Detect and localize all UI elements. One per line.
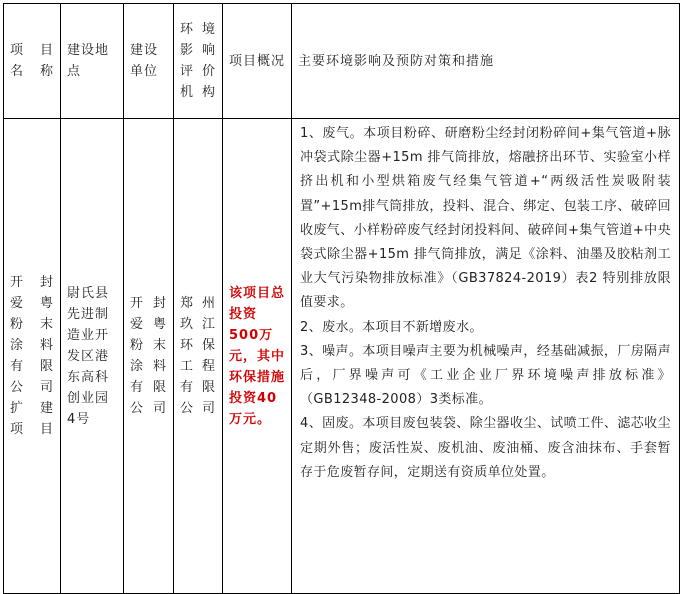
measure-air: 1、废气。本项目粉碎、研磨粉尘经封闭粉碎间+集气管道+脉冲袋式除尘器+15m 排气筒排放，熔融挤出环节、实验室小样挤出机和小型烘箱废气经集气管道+“两级活性炭吸附装置”+15m排气筒排放，投料、混合、绑定、包装工序、破碎回收废气、小样粉碎废气经封闭投料间、破碎间+集气管道+中央袋式除尘器+15m 排气筒排放，满足《涂料、油墨及胶粘剂工业大气污染物排放标准》（GB37824-2019）表2 特别排放限值要求。	[300, 126, 671, 311]
header-summary: 项目概况	[223, 4, 292, 119]
table-row	[4, 119, 680, 594]
header-eia-org: 环 境 影 响 评 价 机构	[174, 4, 223, 119]
header-unit: 建设单位	[124, 4, 174, 119]
header-project-name: 项 目 名称	[4, 4, 61, 119]
project-table	[3, 3, 680, 594]
project-summary: 该项目总投资500万元，其中环保措施投资40万元。	[223, 119, 292, 594]
project-eia-org: 郑 州 玖 江 环 保 工 程 有 限 公司	[174, 119, 223, 594]
header-row	[4, 4, 680, 119]
project-name: 开 封 爱 粤 粉 末 涂 料 有 限 公 司 扩 建 项目	[4, 119, 61, 594]
measure-water: 2、废水。本项目不新增废水。	[300, 319, 483, 335]
project-measures	[292, 119, 680, 594]
measure-noise: 3、噪声。本项目噪声主要为机械噪声，经基础减振，厂房隔声后，厂界噪声可《工业企业厂界环境噪声排放标准》（GB12348-2008）3类标准。	[300, 343, 671, 408]
project-unit: 开 封 爱 粤 粉 末 涂 料 有 限 公司	[124, 119, 174, 594]
header-measures: 主要环境影响及预防对策和措施	[292, 4, 680, 119]
header-location: 建设地点	[61, 4, 124, 119]
measure-solid-waste: 4、固废。本项目废包装袋、除尘器收尘、试喷工件、滤芯收尘定期外售；废活性炭、废机油、废油桶、废含油抹布、手套暂存于危废暂存间，定期送有资质单位处置。	[300, 416, 671, 480]
project-location: 尉氏县先进制造业开发区港东高科创业园4号	[61, 119, 124, 594]
